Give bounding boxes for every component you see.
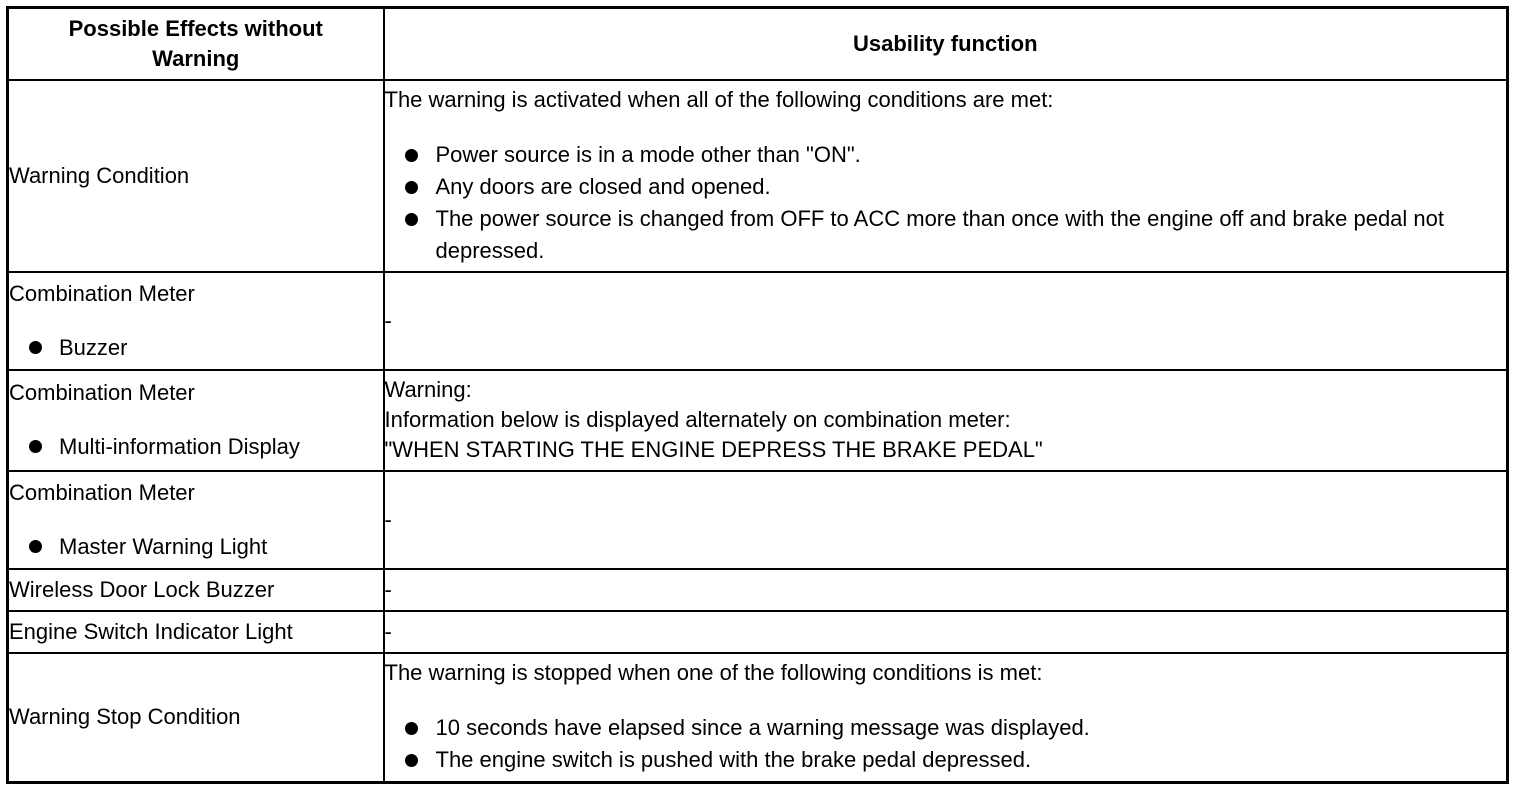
row-label: Wireless Door Lock Buzzer	[8, 569, 384, 611]
header-row	[8, 8, 1508, 80]
table-row	[8, 80, 1508, 272]
usability-cell: -	[384, 611, 1508, 653]
usability-cell: -	[384, 471, 1508, 569]
table-row	[8, 370, 1508, 471]
table-row	[8, 272, 1508, 370]
bullet-dot-icon	[405, 754, 418, 767]
bullet-dot-icon	[405, 722, 418, 735]
bullet-dot-icon	[29, 540, 42, 553]
table-row	[8, 569, 1508, 611]
sub-item: Multi-information Display	[9, 432, 383, 462]
condition-list	[385, 712, 1507, 776]
condition-intro: The warning is stopped when one of the following conditions is met:	[384, 660, 1043, 686]
row-label: Combination Meter	[9, 280, 195, 306]
bullet-dot-icon	[405, 181, 418, 194]
usability-cell: -	[384, 569, 1508, 611]
row-label-warning-stop-condition: Warning Stop Condition	[8, 653, 384, 783]
sub-item: Master Warning Light	[9, 532, 383, 562]
list-item: The power source is changed from OFF to ACC more than once with the engine off and brake pedal not depressed.	[385, 203, 1507, 267]
text-line: Warning:	[384, 377, 472, 402]
row-label-warning-condition: Warning Condition	[8, 80, 384, 272]
list-item: The engine switch is pushed with the brake pedal depressed.	[385, 744, 1507, 776]
bullet-dot-icon	[29, 341, 42, 354]
usability-cell	[384, 80, 1508, 272]
bullet-dot-icon	[405, 213, 418, 226]
table-row	[8, 471, 1508, 569]
text-line: "WHEN STARTING THE ENGINE DEPRESS THE BRAKE PEDAL"	[384, 437, 1043, 462]
text-line: Information below is displayed alternately on combination meter:	[384, 407, 1011, 432]
row-label-cell	[8, 370, 384, 471]
usability-cell	[384, 653, 1508, 783]
condition-list	[385, 139, 1507, 267]
row-label-cell	[8, 471, 384, 569]
row-label: Engine Switch Indicator Light	[8, 611, 384, 653]
row-label-cell	[8, 272, 384, 370]
header-usability-function: Usability function	[384, 8, 1508, 80]
condition-intro: The warning is activated when all of the following conditions are met:	[384, 86, 1054, 112]
usability-cell: -	[384, 272, 1508, 370]
row-label: Combination Meter	[9, 380, 195, 405]
list-item: Power source is in a mode other than "ON".	[385, 139, 1507, 171]
effects-table	[6, 6, 1509, 784]
usability-cell	[384, 370, 1508, 471]
bullet-dot-icon	[29, 440, 42, 453]
sub-item: Buzzer	[9, 333, 383, 363]
header-possible-effects: Possible Effects without Warning	[8, 8, 384, 80]
bullet-dot-icon	[405, 149, 418, 162]
table-row	[8, 611, 1508, 653]
list-item: 10 seconds have elapsed since a warning message was displayed.	[385, 712, 1507, 744]
table-row	[8, 653, 1508, 783]
row-label: Combination Meter	[9, 479, 195, 505]
list-item: Any doors are closed and opened.	[385, 171, 1507, 203]
